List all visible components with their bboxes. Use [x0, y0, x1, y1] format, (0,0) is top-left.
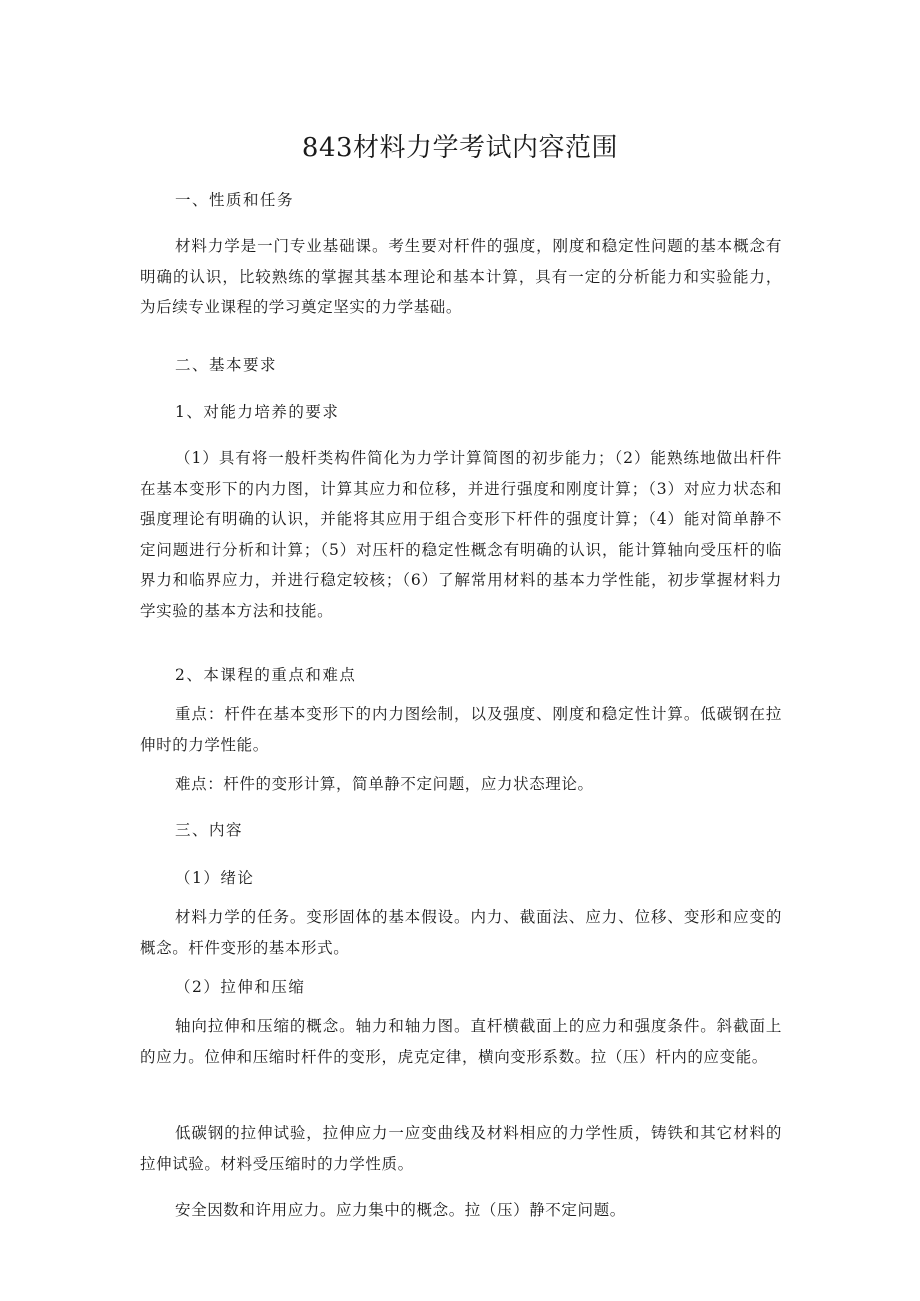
section-2-sub-2-heading: 2、本课程的重点和难点: [175, 666, 357, 684]
difficult-points-paragraph: 难点：杆件的变形计算，简单静不定问题，应力状态理论。: [175, 775, 594, 793]
section-2-sub-1-paragraph: （1）具有将一般杆类构件简化为力学计算简图的初步能力；（2）能熟练地做出杆件在基本变形下的内力图，计算其应力和位移，并进行强度和刚度计算；（3）对应力状态和强度理论有明确的认识，并能将其应用于组合变形下杆件的强度计算；（4）能对简单静不定问题进行分析和计算；（5）对压杆的稳定性概念有明确的认识，能计算轴向受压杆的临界力和临界应力，并进行稳定较核；（6）了解常用材料的基本力学性能，初步掌握材料力学实验的基本方法和技能。: [140, 449, 782, 620]
section-1-paragraph: 材料力学是一门专业基础课。考生要对杆件的强度，刚度和稳定性问题的基本概念有明确的认识，比较熟练的掌握其基本理论和基本计算，具有一定的分析能力和实验能力，为后续专业课程的学习奠定坚实的力学基础。: [140, 237, 782, 316]
content-item-2-paragraph-2: 低碳钢的拉伸试验，拉伸应力一应变曲线及材料相应的力学性质，铸铁和其它材料的拉伸试验。材料受压缩时的力学性质。: [140, 1124, 782, 1173]
key-points-paragraph: 重点：杆件在基本变形下的内力图绘制，以及强度、刚度和稳定性计算。低碳钢在拉伸时的力学性能。: [140, 705, 782, 754]
content-item-2-heading: （2）拉伸和压缩: [175, 978, 306, 996]
section-2-sub-1-heading: 1、对能力培养的要求: [175, 403, 340, 421]
content-item-2-paragraph-3: 安全因数和许用应力。应力集中的概念。拉（压）静不定问题。: [175, 1201, 626, 1219]
content-item-2-paragraph-1: 轴向拉伸和压缩的概念。轴力和轴力图。直杆横截面上的应力和强度条件。斜截面上的应力。位伸和压缩时杆件的变形，虎克定律，横向变形系数。拉（压）杆内的应变能。: [140, 1017, 782, 1066]
content-item-1-heading: （1）绪论: [175, 869, 255, 887]
content-item-1-paragraph: 材料力学的任务。变形固体的基本假设。内力、截面法、应力、位移、变形和应变的概念。杆件变形的基本形式。: [140, 908, 782, 957]
page-title: 843材料力学考试内容范围: [301, 133, 619, 163]
section-3-heading: 三、内容: [175, 821, 244, 839]
section-1-heading: 一、性质和任务: [175, 191, 295, 209]
section-2-heading: 二、基本要求: [175, 356, 278, 374]
